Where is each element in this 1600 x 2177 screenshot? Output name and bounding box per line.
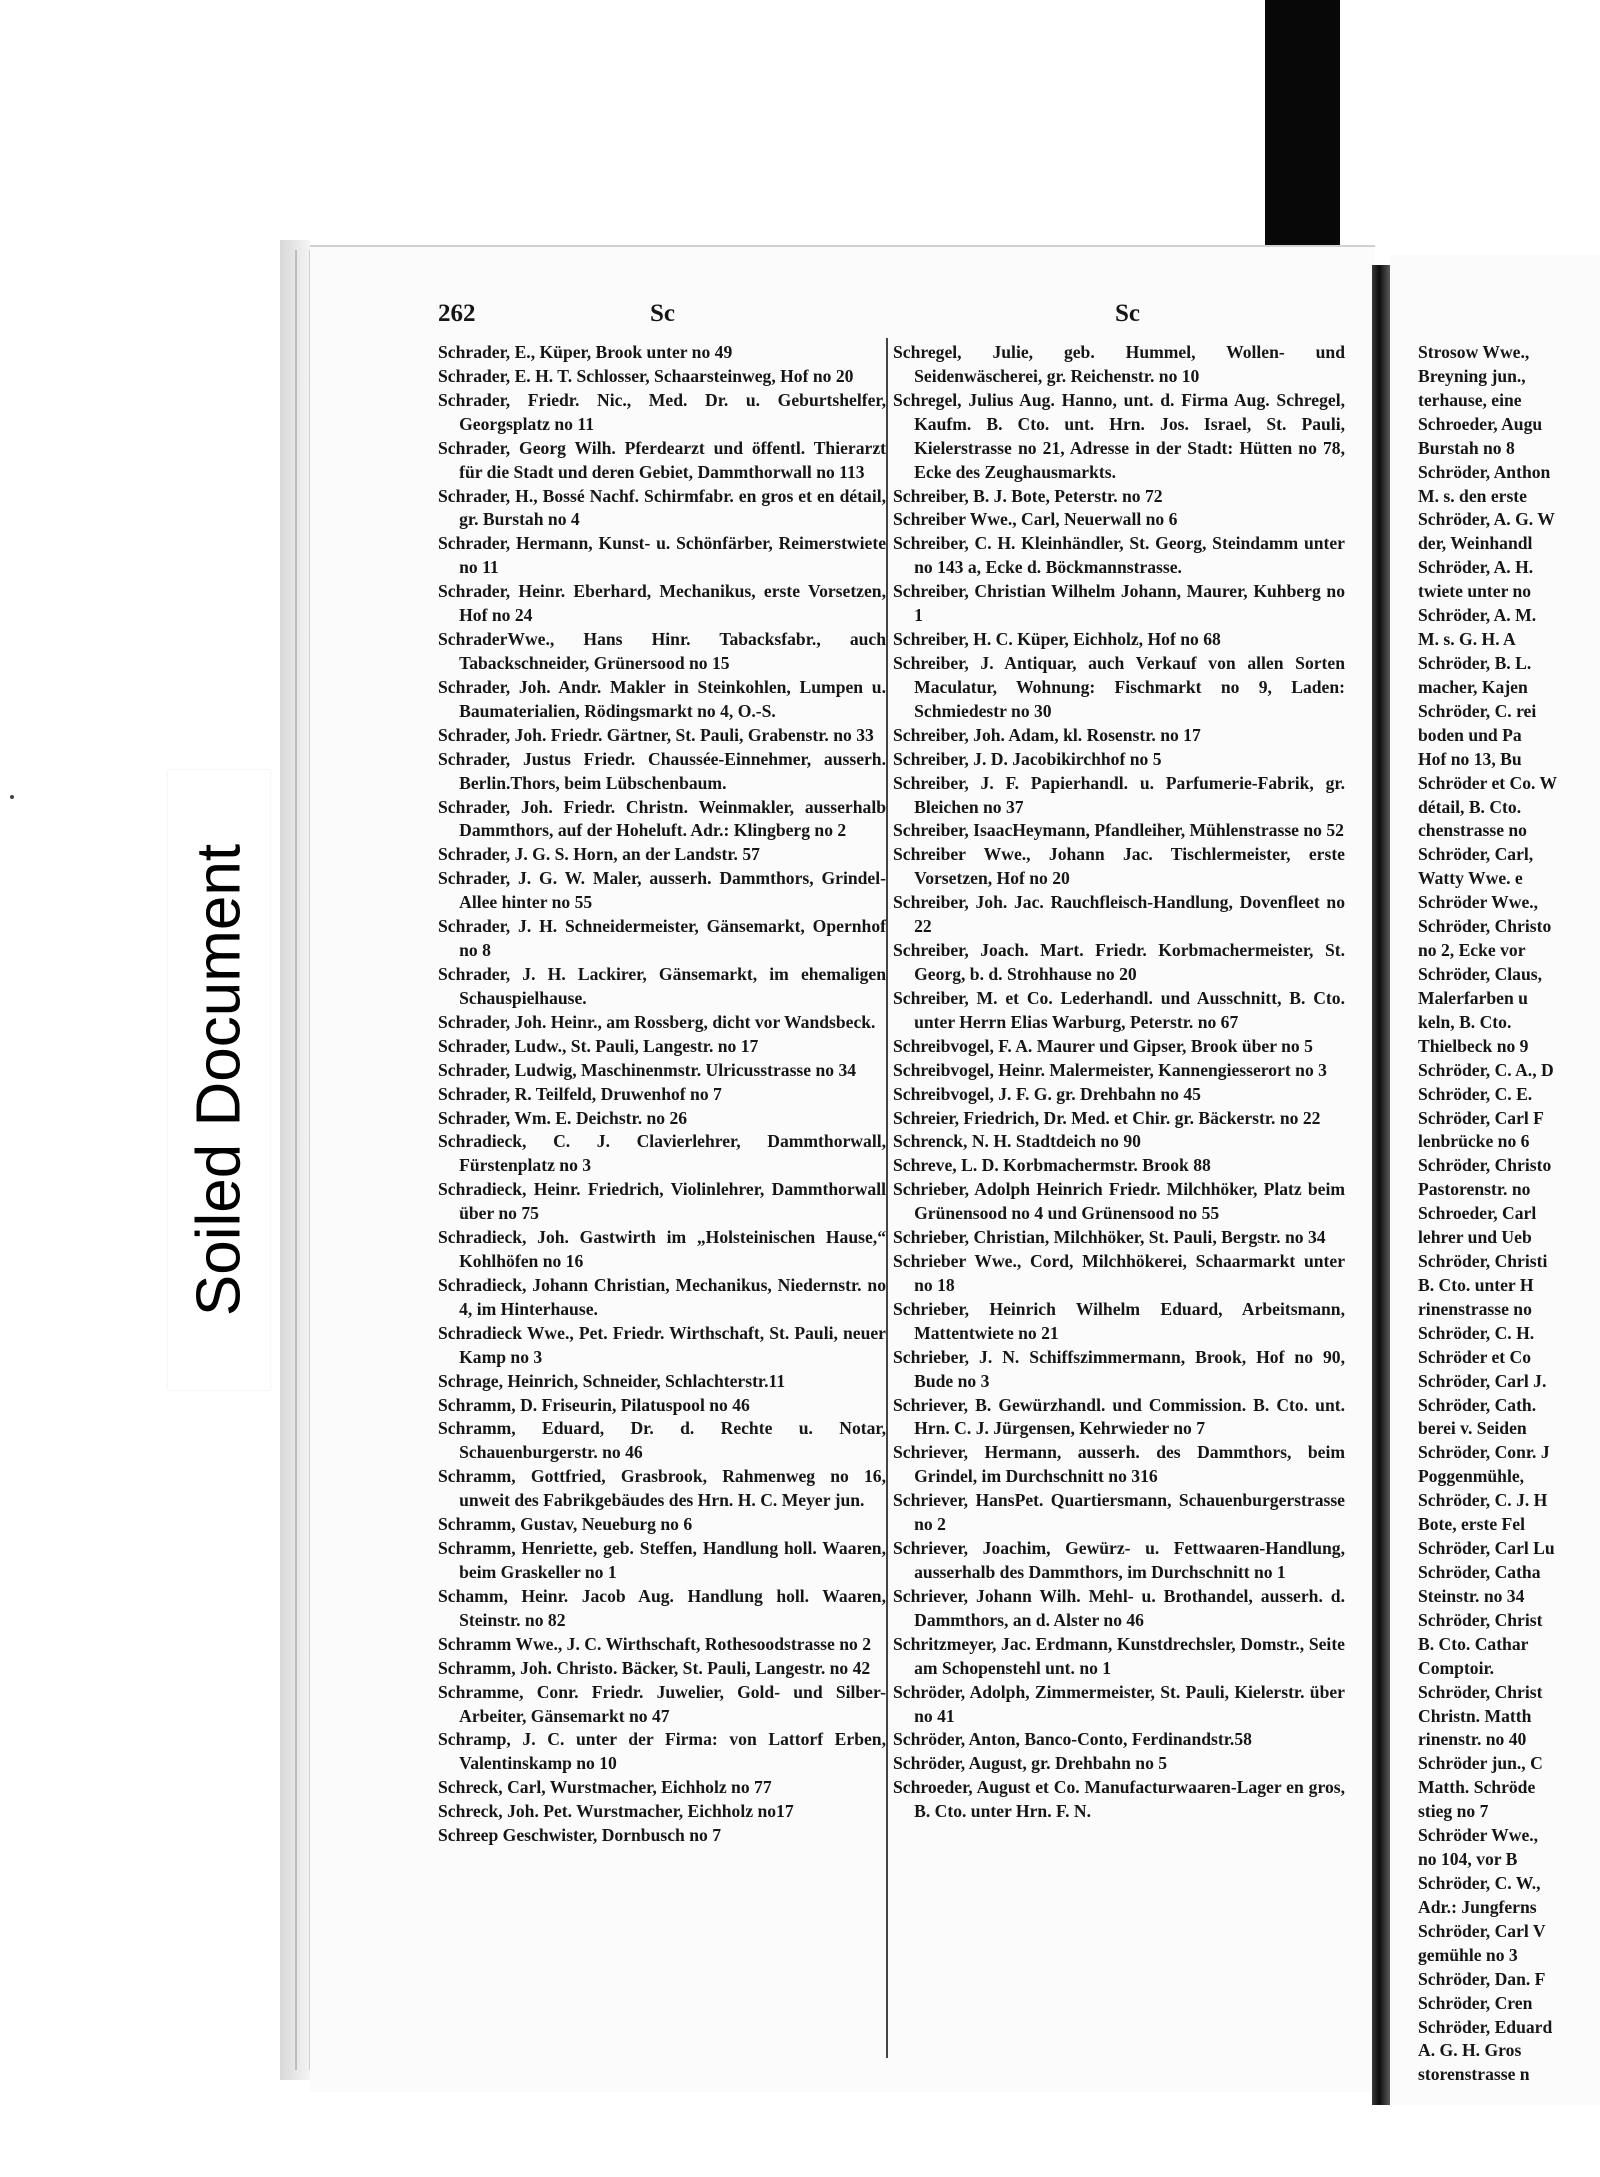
directory-entry: Schreiber, Christian Wilhelm Johann, Maurer, Kuhberg no 1 (893, 581, 1345, 626)
directory-entry: Schradieck, Joh. Gastwirth im „Holsteinischen Hause,“ Kohlhöfen no 16 (438, 1227, 886, 1272)
directory-entry: Schriever, Johann Wilh. Mehl- u. Brothandel, ausserh. d. Dammthors, an d. Alster no 46 (893, 1585, 1345, 1630)
directory-entry: Schrieber, Heinrich Wilhelm Eduard, Arbeitsmann, Mattentwiete no 21 (893, 1298, 1345, 1343)
directory-entry: M. s. G. H. A (1418, 629, 1516, 650)
directory-entry: Burstah no 8 (1418, 437, 1515, 458)
directory-entry: no 2, Ecke vor (1418, 940, 1526, 961)
directory-entry: boden und Pa (1418, 724, 1522, 745)
directory-entry: Schreiber, Joh. Adam, kl. Rosenstr. no 17 (893, 724, 1201, 745)
directory-entry: Schregel, Julius Aug. Hanno, unt. d. Firma Aug. Schregel, Kaufm. B. Cto. unt. Hrn. Jos. Israel, St. Pauli, Kielerstrasse no 21, Adresse in der Stadt: Hütten no 78, Ecke des Zeughausmarkts. (893, 389, 1345, 482)
directory-entry: Schrieber, Christian, Milchhöker, St. Pauli, Bergstr. no 34 (893, 1227, 1326, 1248)
directory-entry: Schröder, Christo (1418, 1155, 1552, 1176)
directory-entry: Schrader, H., Bossé Nachf. Schirmfabr. en gros et en détail, gr. Burstah no 4 (438, 485, 886, 530)
directory-entry: Schramm Wwe., J. C. Wirthschaft, Rothesoodstrasse no 2 (438, 1633, 871, 1654)
directory-entry: Schröder, A. G. W (1418, 509, 1555, 530)
directory-entry: Strosow Wwe., (1418, 342, 1530, 362)
directory-entry: Schröder, Catha (1418, 1562, 1541, 1583)
directory-entry: Schröder, A. M. (1418, 605, 1537, 626)
directory-entry: Matth. Schröde (1418, 1777, 1536, 1798)
directory-entry: Schreiber, Joh. Jac. Rauchfleisch-Handlung, Dovenfleet no 22 (893, 892, 1345, 937)
directory-entry: détail, B. Cto. (1418, 796, 1522, 817)
directory-entry: Schreve, L. D. Korbmachermstr. Brook 88 (893, 1155, 1211, 1176)
directory-entry: Schröder, C. A., D (1418, 1059, 1554, 1080)
directory-entry: lenbrücke no 6 (1418, 1131, 1530, 1152)
directory-entry: Schreiber, IsaacHeymann, Pfandleiher, Mühlenstrasse no 52 (893, 820, 1344, 841)
directory-entry: Poggenmühle, (1418, 1466, 1525, 1487)
directory-entry: Schröder, Dan. F (1418, 1968, 1546, 1989)
directory-entry: Schreibvogel, J. F. G. gr. Drehbahn no 45 (893, 1083, 1201, 1104)
directory-entry: Schreiber, C. H. Kleinhändler, St. Georg, Steindamm unter no 143 a, Ecke d. Böckmannstrasse. (893, 533, 1345, 578)
directory-entry: Schrader, J. H. Lackirer, Gänsemarkt, im ehemaligen Schauspielhause. (438, 963, 886, 1008)
directory-entry: B. Cto. unter H (1418, 1274, 1534, 1295)
directory-entry: Schröder, Carl, (1418, 844, 1534, 865)
directory-entry: Schreier, Friedrich, Dr. Med. et Chir. gr. Bäckerstr. no 22 (893, 1107, 1321, 1128)
directory-entry: Schrader, Joh. Friedr. Gärtner, St. Pauli, Grabenstr. no 33 (438, 724, 874, 745)
directory-entry: Schriever, B. Gewürzhandl. und Commission. B. Cto. unt. Hrn. C. J. Jürgensen, Kehrwieder no 7 (893, 1394, 1345, 1439)
directory-entry: Schreiber, J. D. Jacobikirchhof no 5 (893, 748, 1162, 769)
directory-entry: Schrader, Joh. Heinr., am Rossberg, dicht vor Wandsbeck. (438, 1011, 876, 1032)
directory-entry: der, Weinhandl (1418, 533, 1533, 554)
directory-entry: macher, Kajen (1418, 676, 1528, 697)
directory-entry: Christn. Matth (1418, 1705, 1532, 1726)
directory-entry: terhause, eine (1418, 389, 1522, 410)
directory-entry: Schreiber, J. Antiquar, auch Verkauf von allen Sorten Maculatur, Wohnung: Fischmarkt no 9, Laden: Schmiedestr no 30 (893, 652, 1345, 721)
directory-entry: Schregel, Julie, geb. Hummel, Wollen- und Seidenwäscherei, gr. Reichenstr. no 10 (893, 342, 1345, 386)
directory-entry: Schradieck Wwe., Pet. Friedr. Wirthschaft, St. Pauli, neuer Kamp no 3 (438, 1322, 886, 1367)
directory-entry: Schreiber, H. C. Küper, Eichholz, Hof no 68 (893, 629, 1221, 650)
directory-entry: Schreiber Wwe., Carl, Neuerwall no 6 (893, 509, 1178, 530)
soiled-document-text: Soiled Document (184, 843, 254, 1317)
directory-entry: Schritzmeyer, Jac. Erdmann, Kunstdrechsler, Domstr., Seite am Schopenstehl unt. no 1 (893, 1633, 1345, 1678)
directory-entry: SchraderWwe., Hans Hinr. Tabacksfabr., auch Tabackschneider, Grünersood no 15 (438, 629, 886, 673)
directory-entry: Thielbeck no 9 (1418, 1035, 1529, 1056)
directory-entry: Schröder, Christ (1418, 1681, 1543, 1702)
directory-entry: A. G. H. Gros (1418, 2040, 1522, 2061)
directory-entry: M. s. den erste (1418, 485, 1527, 506)
directory-entry: Schröder, Carl V (1418, 1920, 1546, 1941)
directory-entry: Schröder, August, gr. Drehbahn no 5 (893, 1753, 1168, 1774)
directory-entry: storenstrasse n (1418, 2064, 1530, 2085)
directory-entry: Schreiber, Joach. Mart. Friedr. Korbmachermeister, St. Georg, b. d. Strohhause no 20 (893, 940, 1345, 984)
directory-entry: Schamm, Heinr. Jacob Aug. Handlung holl. Waaren, Steinstr. no 82 (438, 1585, 886, 1630)
directory-entry: Schröder, B. L. (1418, 652, 1532, 673)
page-stack-edges (295, 250, 310, 2070)
directory-entry: Schröder, Christo (1418, 916, 1552, 937)
directory-entry: Schrader, R. Teilfeld, Druwenhof no 7 (438, 1083, 722, 1104)
directory-entry: Schröder, Eduard (1418, 2016, 1553, 2037)
black-tab (1265, 0, 1340, 255)
directory-entry: Schröder et Co. W (1418, 772, 1558, 793)
directory-entry: Schrader, Joh. Friedr. Christn. Weinmakler, ausserhalb Dammthors, auf der Hoheluft. Adr.: Klingberg no 2 (438, 796, 886, 841)
directory-entry: Schrieber, Adolph Heinrich Friedr. Milchhöker, Platz beim Grünensood no 4 und Grünensood no 55 (893, 1179, 1345, 1224)
directory-entry: Schriever, HansPet. Quartiersmann, Schauenburgerstrasse no 2 (893, 1490, 1345, 1535)
directory-entry: Schröder, C. H. (1418, 1322, 1535, 1343)
directory-entry: Schröder, C. W., (1418, 1873, 1541, 1893)
directory-entry: Schröder et Co (1418, 1346, 1532, 1367)
directory-entry: Schröder, Anton, Banco-Conto, Ferdinandstr.58 (893, 1729, 1252, 1750)
directory-entry: Schröder, Conr. J (1418, 1442, 1550, 1463)
directory-entry: Breyning jun., (1418, 365, 1526, 386)
directory-entry: Schrader, Ludwig, Maschinenmstr. Ulricusstrasse no 34 (438, 1059, 857, 1080)
directory-entry: rinenstrasse no (1418, 1298, 1532, 1319)
directory-entry: Schröder, C. E. (1418, 1083, 1533, 1104)
directory-entry: Schröder, Cren (1418, 1992, 1533, 2013)
directory-entry: Schradieck, Heinr. Friedrich, Violinlehrer, Dammthorwall über no 75 (438, 1179, 886, 1224)
column-rule (886, 338, 888, 2058)
directory-entry: B. Cto. Cathar (1418, 1633, 1529, 1654)
directory-entry: Schramp, J. C. unter der Firma: von Lattorf Erben, Valentinskamp no 10 (438, 1729, 886, 1774)
directory-column-left (438, 341, 886, 1848)
directory-entry: Schröder, Adolph, Zimmermeister, St. Pauli, Kielerstr. über no 41 (893, 1681, 1345, 1726)
directory-column-right-page (1418, 341, 1600, 2087)
book-gutter (1372, 265, 1390, 2105)
directory-entry: Malerfarben u (1418, 987, 1528, 1008)
directory-entry: Schröder, Carl F (1418, 1107, 1544, 1128)
directory-entry: Schröder, Claus, (1418, 963, 1542, 984)
directory-entry: Schrader, E. H. T. Schlosser, Schaarsteinweg, Hof no 20 (438, 365, 854, 386)
directory-entry: Schramm, Eduard, Dr. d. Rechte u. Notar, Schauenburgerstr. no 46 (438, 1418, 886, 1463)
directory-entry: Schrader, Justus Friedr. Chaussée-Einnehmer, ausserh. Berlin.Thors, beim Lübschenbaum. (438, 748, 886, 793)
directory-entry: Schröder, A. H. (1418, 557, 1534, 578)
directory-entry: Schroeder, August et Co. Manufacturwaaren-Lager en gros, B. Cto. unter Hrn. F. N. (893, 1777, 1345, 1822)
directory-entry: Schrader, J. H. Schneidermeister, Gänsemarkt, Opernhof no 8 (438, 916, 886, 961)
directory-entry: Schrader, J. G. W. Maler, ausserh. Dammthors, Grindel-Allee hinter no 55 (438, 868, 886, 913)
directory-entry: Bote, erste Fel (1418, 1514, 1525, 1535)
directory-entry: Schramm, Gustav, Neueburg no 6 (438, 1514, 693, 1535)
directory-entry: Adr.: Jungferns (1418, 1896, 1537, 1917)
directory-entry: Schreiber, J. F. Papierhandl. u. Parfumerie-Fabrik, gr. Bleichen no 37 (893, 772, 1345, 817)
directory-entry: Schreiber, B. J. Bote, Peterstr. no 72 (893, 485, 1163, 506)
directory-entry: Schramm, Gottfried, Grasbrook, Rahmenweg no 16, unweit des Fabrikgebäudes des Hrn. H. C. Meyer jun. (438, 1466, 886, 1511)
directory-entry: Schreck, Carl, Wurstmacher, Eichholz no 77 (438, 1777, 772, 1798)
directory-entry: stieg no 7 (1418, 1801, 1489, 1822)
directory-entry: Schröder, Cath. (1418, 1394, 1537, 1415)
directory-entry: Watty Wwe. e (1418, 868, 1523, 889)
directory-entry: Comptoir. (1418, 1657, 1495, 1678)
directory-entry: Schramme, Conr. Friedr. Juwelier, Gold- und Silber-Arbeiter, Gänsemarkt no 47 (438, 1681, 886, 1726)
directory-entry: Schrader, E., Küper, Brook unter no 49 (438, 342, 733, 362)
directory-entry: Schramm, Henriette, geb. Steffen, Handlung holl. Waaren, beim Graskeller no 1 (438, 1538, 886, 1583)
directory-entry: Schriever, Hermann, ausserh. des Dammthors, beim Grindel, im Durchschnitt no 316 (893, 1442, 1345, 1487)
directory-entry: Schrader, J. G. S. Horn, an der Landstr. 57 (438, 844, 760, 865)
directory-column-middle (893, 341, 1345, 1824)
directory-entry: Schriever, Joachim, Gewürz- u. Fettwaaren-Handlung, ausserhalb des Dammthors, im Durchschnitt no 1 (893, 1538, 1345, 1583)
directory-entry: Steinstr. no 34 (1418, 1585, 1525, 1606)
directory-entry: Schreck, Joh. Pet. Wurstmacher, Eichholz no17 (438, 1801, 794, 1822)
directory-entry: Schreibvogel, F. A. Maurer und Gipser, Brook über no 5 (893, 1035, 1313, 1056)
directory-entry: Schröder, Christi (1418, 1251, 1548, 1272)
directory-entry: berei v. Seiden (1418, 1418, 1527, 1439)
directory-entry: rinenstr. no 40 (1418, 1729, 1527, 1750)
directory-entry: Schröder, C. J. H (1418, 1490, 1548, 1511)
directory-entry: Schreiber, M. et Co. Lederhandl. und Ausschnitt, B. Cto. unter Herrn Elias Warburg, Peterstr. no 67 (893, 987, 1345, 1032)
directory-entry: Schradieck, Johann Christian, Mechanikus, Niedernstr. no 4, im Hinterhause. (438, 1274, 886, 1319)
directory-entry: Schreibvogel, Heinr. Malermeister, Kannengiesserort no 3 (893, 1059, 1327, 1080)
directory-entry: Schrader, Friedr. Nic., Med. Dr. u. Geburtshelfer, Georgsplatz no 11 (438, 389, 886, 434)
directory-entry: Schröder, Anthon (1418, 461, 1551, 482)
directory-entry: Schradieck, C. J. Clavierlehrer, Dammthorwall, Fürstenplatz no 3 (438, 1131, 886, 1176)
directory-entry: Schreiber Wwe., Johann Jac. Tischlermeister, erste Vorsetzen, Hof no 20 (893, 844, 1345, 889)
directory-entry: Schrader, Joh. Andr. Makler in Steinkohlen, Lumpen u. Baumaterialien, Rödingsmarkt no 4, O.-S. (438, 676, 886, 721)
directory-entry: Schramm, Joh. Christo. Bäcker, St. Pauli, Langestr. no 42 (438, 1657, 871, 1678)
directory-entry: Schröder, Christ (1418, 1609, 1543, 1630)
directory-entry: Schrader, Heinr. Eberhard, Mechanikus, erste Vorsetzen, Hof no 24 (438, 581, 886, 626)
directory-entry: Schrader, Georg Wilh. Pferdearzt und öffentl. Thierarzt für die Stadt und deren Gebiet, Dammthorwall no 113 (438, 437, 886, 482)
directory-entry: Schröder Wwe., (1418, 892, 1539, 913)
directory-entry: Schrader, Ludw., St. Pauli, Langestr. no 17 (438, 1035, 759, 1056)
directory-entry: Hof no 13, Bu (1418, 748, 1522, 769)
directory-entry: Schröder, Carl Lu (1418, 1538, 1555, 1559)
directory-entry: chenstrasse no (1418, 820, 1527, 841)
running-header-right: Sc (1115, 300, 1140, 327)
directory-entry: Schrieber Wwe., Cord, Milchhökerei, Schaarmarkt unter no 18 (893, 1251, 1345, 1295)
running-header-left: Sc (650, 300, 675, 327)
directory-entry: Schrader, Hermann, Kunst- u. Schönfärber, Reimerstwiete no 11 (438, 533, 886, 578)
directory-entry: keln, B. Cto. (1418, 1011, 1512, 1032)
directory-entry: Schramm, D. Friseurin, Pilatuspool no 46 (438, 1394, 750, 1415)
directory-entry: Schrage, Heinrich, Schneider, Schlachterstr.11 (438, 1370, 786, 1391)
directory-entry: Schroeder, Carl (1418, 1203, 1537, 1224)
directory-entry: Schreep Geschwister, Dornbusch no 7 (438, 1825, 721, 1846)
directory-entry: Schrieber, J. N. Schiffszimmermann, Brook, Hof no 90, Bude no 3 (893, 1346, 1345, 1391)
directory-entry: Schrenck, N. H. Stadtdeich no 90 (893, 1131, 1141, 1152)
directory-entry: Pastorenstr. no (1418, 1179, 1531, 1200)
margin-mark (10, 795, 14, 799)
directory-entry: no 104, vor B (1418, 1849, 1518, 1870)
directory-entry: Schröder jun., C (1418, 1753, 1543, 1774)
directory-entry: gemühle no 3 (1418, 1944, 1518, 1965)
page-number: 262 (438, 300, 476, 327)
directory-entry: Schröder, C. rei (1418, 700, 1537, 721)
directory-entry: Schröder Wwe., (1418, 1825, 1539, 1846)
directory-entry: twiete unter no (1418, 581, 1532, 602)
directory-entry: Schroeder, Augu (1418, 413, 1543, 434)
directory-entry: Schrader, Wm. E. Deichstr. no 26 (438, 1107, 688, 1128)
directory-entry: lehrer und Ueb (1418, 1227, 1532, 1248)
directory-entry: Schröder, Carl J. (1418, 1370, 1547, 1391)
